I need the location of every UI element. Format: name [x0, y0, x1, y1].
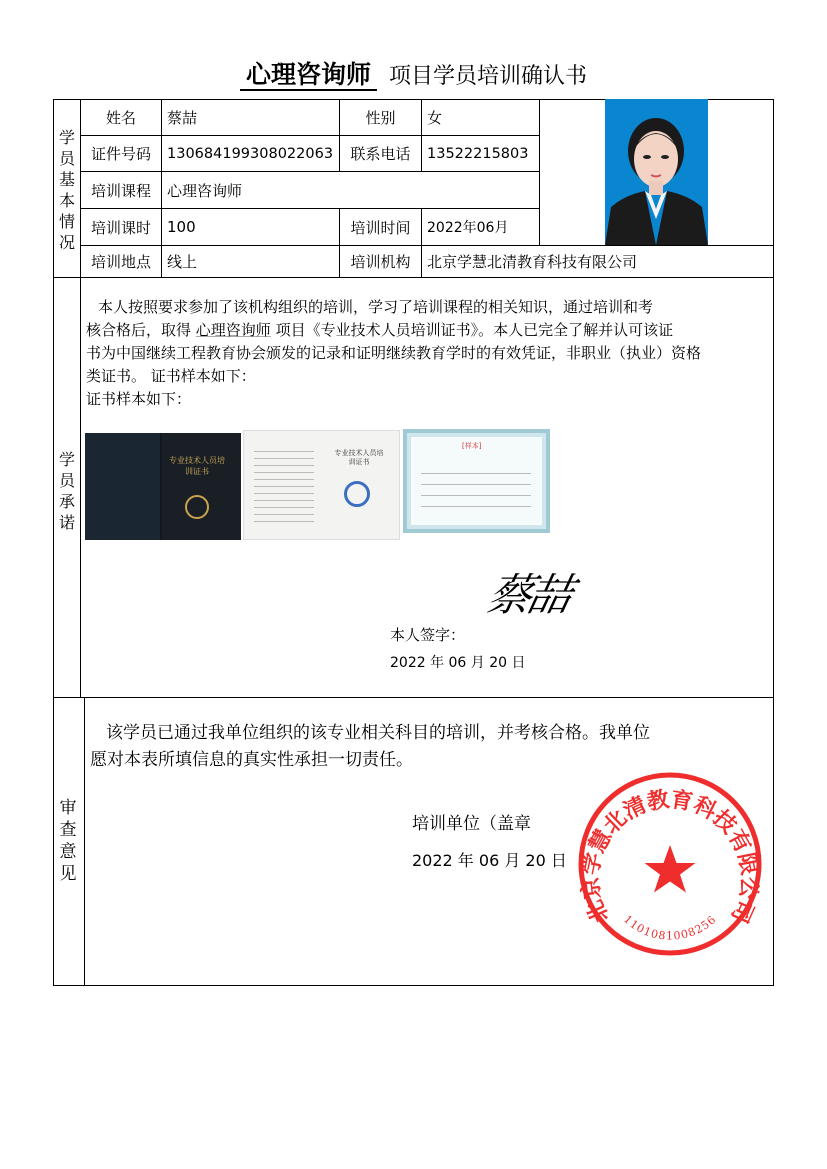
phone-value: 13522215803 [427, 145, 529, 162]
review-text [90, 720, 650, 774]
review-line: 该学员已通过我单位组织的该专业相关科目的培训，并考核合格。我单位 [106, 723, 650, 743]
review-line: 愿对本表所填信息的真实性承担一切责任。 [90, 750, 413, 770]
commitment-course: 心理咨询师 [195, 321, 271, 339]
commitment-text [86, 296, 771, 411]
cert-book-title: 专业技术人员培训证书 [169, 456, 225, 476]
hours-value: 100 [167, 218, 196, 236]
student-photo [605, 99, 708, 245]
place-value: 线上 [167, 253, 198, 271]
certificate-inner-image [243, 430, 400, 540]
seal-star-icon [645, 845, 696, 893]
signature: 蔡喆 [482, 570, 574, 621]
cert-emblem-icon [185, 495, 209, 519]
unit-label: 培训单位（盖章 [412, 814, 531, 834]
gender-label: 性别 [365, 109, 396, 127]
certificate-book-image [85, 433, 241, 540]
name-value: 蔡喆 [167, 109, 198, 127]
org-label: 培训机构 [350, 253, 411, 271]
place-label: 培训地点 [90, 253, 151, 271]
cert-inner-title: 专业技术人员培训证书 [334, 449, 384, 466]
commitment-date: 2022 年 06 月 20 日 [390, 655, 526, 671]
review-date: 2022 年 06 月 20 日 [412, 851, 567, 870]
seal-text: 北京学慧北清教育科技有限公司 [577, 786, 763, 927]
signature-label: 本人签字： [390, 626, 466, 644]
course-label: 培训课程 [90, 181, 151, 200]
cert-inner-emblem-icon [344, 481, 370, 507]
section-label-basic: 学 员 基 本 情 况 [58, 128, 75, 252]
course-value: 心理咨询师 [167, 181, 243, 200]
certificate-sample-image [403, 429, 550, 533]
commitment-line: 本人按照要求参加了该机构组织的培训，学习了培训课程的相关知识，通过培训和考 [98, 298, 654, 316]
section-label-commitment: 学 员 承 诺 [58, 450, 75, 532]
org-value: 北京学慧北清教育科技有限公司 [427, 253, 638, 271]
seal-code: 1101081008256 [621, 912, 719, 943]
section-label-review: 审 查 意 见 [59, 798, 77, 884]
page-title [0, 55, 827, 91]
company-seal [575, 770, 765, 960]
id-label: 证件号码 [90, 145, 151, 163]
commitment-line: 证书样本如下： [86, 390, 192, 408]
time-label: 培训时间 [350, 218, 411, 237]
cert-sample-tag: [样本] [462, 442, 482, 450]
commitment-line [86, 319, 771, 342]
id-value: 130684199308022063 [167, 145, 334, 162]
hours-label: 培训课时 [90, 218, 151, 237]
title-course: 心理咨询师 [240, 60, 377, 91]
name-label: 姓名 [105, 109, 136, 127]
commitment-text-b: 项目《专业技术人员培训证书》。本人已完全了解并认可该证 [270, 321, 674, 339]
commitment-line: 书为中国继续工程教育协会颁发的记录和证明继续教育学时的有效凭证，非职业（执业）资格 [86, 344, 702, 362]
phone-label: 联系电话 [350, 145, 411, 163]
time-value: 2022年06月 [427, 220, 509, 236]
commitment-text-a: 核合格后，取得 [86, 321, 196, 339]
title-suffix: 项目学员培训确认书 [389, 64, 588, 89]
gender-value: 女 [427, 109, 443, 127]
commitment-line: 类证书。 证书样本如下： [86, 367, 256, 385]
